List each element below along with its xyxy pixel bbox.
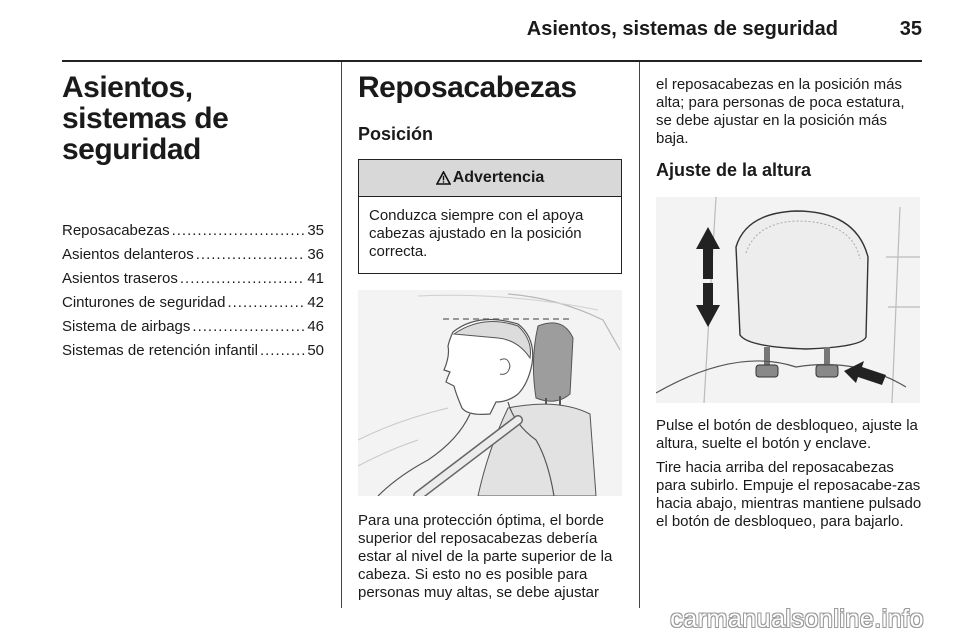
toc-page: 42 [307, 294, 324, 311]
table-of-contents [62, 219, 324, 363]
toc-leader [260, 339, 305, 363]
chapter-column [62, 72, 324, 363]
continuation-column [656, 72, 922, 531]
chapter-title: Asientos, sistemas de seguridad [62, 71, 229, 166]
warning-heading: Advertencia [452, 169, 545, 186]
body-paragraph: Pulse el botón de desbloqueo, ajuste la altura, suelte el botón y enclave. [656, 417, 918, 452]
toc-label: Sistemas de retención infantil [62, 342, 258, 359]
toc-label: Reposacabezas [62, 222, 170, 239]
toc-leader [172, 219, 306, 243]
warning-text: Conduzca siempre con el apoya cabezas ajustado en la posición correcta. [369, 207, 584, 260]
running-header-title: Asientos, sistemas de seguridad [526, 18, 838, 40]
headrest-position-illustration [358, 290, 622, 496]
warning-triangle-icon [436, 171, 451, 185]
section-subtitle: Posición [358, 124, 434, 144]
toc-page: 35 [307, 222, 324, 239]
body-paragraph: Tire hacia arriba del reposacabezas para subirlo. Empuje el reposacabe-zas hacia abajo, mientras mantiene pulsado el botón de desbloqueo, para bajarlo. [656, 459, 922, 530]
toc-entry[interactable] [62, 315, 324, 339]
section-column [358, 72, 622, 602]
toc-label: Cinturones de seguridad [62, 294, 226, 311]
toc-leader [192, 315, 305, 339]
toc-entry[interactable] [62, 267, 324, 291]
toc-label: Sistema de airbags [62, 318, 191, 335]
warning-box [358, 159, 622, 274]
section-title: Reposacabezas [358, 71, 577, 104]
page-number: 35 [899, 18, 922, 40]
toc-label: Asientos delanteros [62, 246, 194, 263]
toc-label: Asientos traseros [62, 270, 178, 287]
header-rule [62, 60, 922, 62]
toc-leader [227, 291, 305, 315]
toc-entry[interactable] [62, 219, 324, 243]
column-divider [639, 62, 640, 608]
section-subtitle: Ajuste de la altura [656, 160, 812, 180]
toc-entry[interactable] [62, 291, 324, 315]
body-paragraph: el reposacabezas en la posición más alta; para personas de poca estatura, se debe ajustar en la posición más baja. [656, 76, 905, 147]
toc-entry[interactable] [62, 243, 324, 267]
toc-page: 50 [307, 342, 324, 359]
toc-page: 46 [307, 318, 324, 335]
toc-entry[interactable] [62, 339, 324, 363]
column-divider [341, 62, 342, 608]
headrest-adjustment-illustration [656, 197, 920, 403]
toc-page: 41 [307, 270, 324, 287]
watermark: carmanualsonline.info [670, 605, 924, 633]
toc-leader [180, 267, 305, 291]
warning-header [359, 160, 621, 197]
body-paragraph: Para una protección óptima, el borde superior del reposacabezas debería estar al nivel de la parte superior de la cabeza. Si esto no es posible para personas muy altas, se debe ajustar [358, 512, 613, 601]
toc-leader [196, 243, 306, 267]
toc-page: 36 [307, 246, 324, 263]
